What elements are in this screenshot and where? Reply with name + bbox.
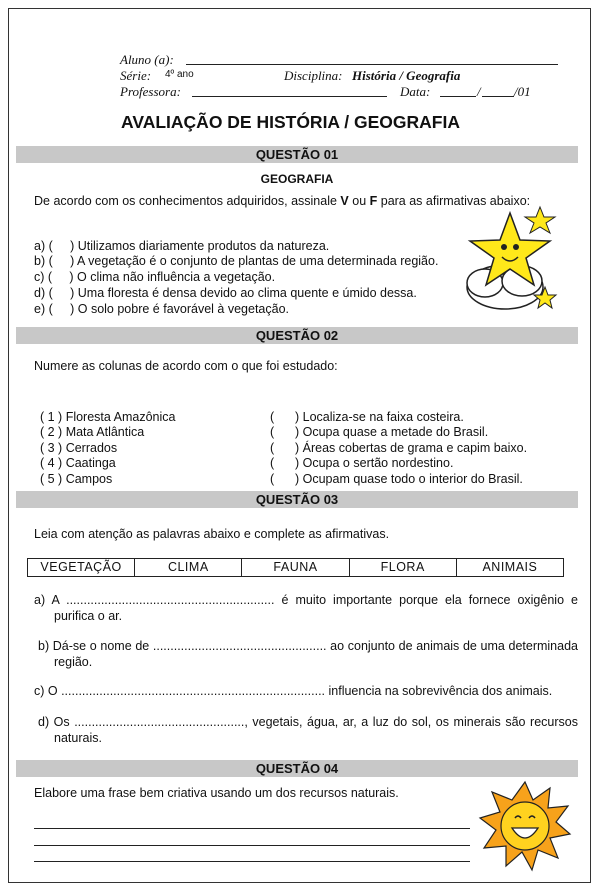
q2-heading: QUESTÃO 02 (16, 327, 578, 344)
word-cell: VEGETAÇÃO (28, 559, 135, 576)
q2-right-column (270, 394, 527, 503)
q2-left-column (40, 394, 175, 503)
aluno-label: Aluno (a): (120, 52, 174, 67)
disciplina-label: Disciplina: (284, 68, 343, 83)
answer-line[interactable] (34, 845, 470, 846)
word-cell: FAUNA (242, 559, 349, 576)
q1-item: c) ( ) O clima não influência a vegetação. (34, 270, 276, 285)
q2-left-item: ( 3 ) Cerrados (40, 440, 118, 455)
q1-heading: QUESTÃO 01 (16, 146, 578, 163)
page-title: AVALIAÇÃO DE HISTÓRIA / GEOGRAFIA (121, 112, 460, 132)
word-bank-table (27, 558, 564, 577)
q2-left-item: ( 5 ) Campos (40, 471, 113, 486)
q2-right-item: ( ) Ocupam quase todo o interior do Brasil. (270, 471, 523, 486)
data-label: Data: (400, 84, 431, 99)
q1-list (34, 223, 438, 333)
v-letter: V (340, 194, 349, 208)
sun-illustration (478, 780, 572, 872)
word-cell: ANIMAIS (482, 560, 538, 574)
date-slash: / (477, 84, 481, 99)
q2-left-item: ( 2 ) Mata Atlântica (40, 425, 145, 440)
intro-text: De acordo com os conhecimentos adquiridos, assinale (34, 194, 341, 208)
aluno-field[interactable] (186, 64, 558, 65)
q3-item-b: b) Dá-se o nome de .................................................. ao conjunto de animais de uma determinada região. (38, 639, 578, 669)
q2-left-item: ( 4 ) Caatinga (40, 456, 116, 471)
data-month-field[interactable] (482, 96, 514, 97)
q2-right-item: ( ) Localiza-se na faixa costeira. (270, 409, 464, 424)
serie-label: Série: (120, 68, 152, 83)
answer-line[interactable] (34, 861, 470, 862)
q1-subheading: GEOGRAFIA (260, 172, 334, 186)
q2-right-item: ( ) Áreas cobertas de grama e capim baixo. (270, 440, 528, 455)
q4-heading: QUESTÃO 04 (16, 760, 578, 777)
word-cell: CLIMA (135, 559, 242, 576)
q3-item-c: c) O ............................................................................ influencia na sobrevivência dos animais. (34, 684, 553, 698)
q1-item: d) ( ) Uma floresta é densa devido ao clima quente e úmido dessa. (34, 285, 417, 300)
q3-heading: QUESTÃO 03 (16, 491, 578, 508)
word-cell: FLORA (350, 559, 457, 576)
intro-text: ou (348, 194, 370, 208)
q1-item: a) ( ) Utilizamos diariamente produtos da natureza. (34, 238, 330, 253)
q1-item: b) ( ) A vegetação é o conjunto de plantas de uma determinada região. (34, 254, 439, 269)
q2-right-item: ( ) Ocupa quase a metade do Brasil. (270, 425, 489, 440)
intro-text: para as afirmativas abaixo: (377, 194, 531, 208)
data-year: /01 (514, 84, 531, 99)
answer-line[interactable] (34, 828, 470, 829)
q2-left-item: ( 1 ) Floresta Amazônica (40, 409, 176, 424)
serie-value: 4º ano (165, 69, 194, 80)
q1-item: e) ( ) O solo pobre é favorável à vegetação. (34, 301, 289, 316)
f-letter: F (369, 194, 378, 208)
data-day-field[interactable] (440, 96, 476, 97)
professora-label: Professora: (120, 84, 181, 99)
q4-intro: Elabore uma frase bem criativa usando um dos recursos naturais. (34, 786, 399, 800)
q3-item-d: d) Os ................................................., vegetais, água, ar, a luz do sol, os minerais são recursos naturais. (38, 715, 578, 745)
professora-field[interactable] (192, 96, 387, 97)
q3-item-a: a) A ............................................................ é muito importante porque ela fornece oxigênio e purifica o ar. (34, 593, 578, 623)
star-cloud-illustration (460, 205, 560, 317)
q2-intro: Numere as colunas de acordo com o que foi estudado: (34, 359, 338, 373)
disciplina-value: História / Geografia (352, 68, 461, 83)
q3-intro: Leia com atenção as palavras abaixo e complete as afirmativas. (34, 527, 390, 541)
q2-right-item: ( ) Ocupa o sertão nordestino. (270, 456, 454, 471)
q1-intro (34, 194, 530, 208)
